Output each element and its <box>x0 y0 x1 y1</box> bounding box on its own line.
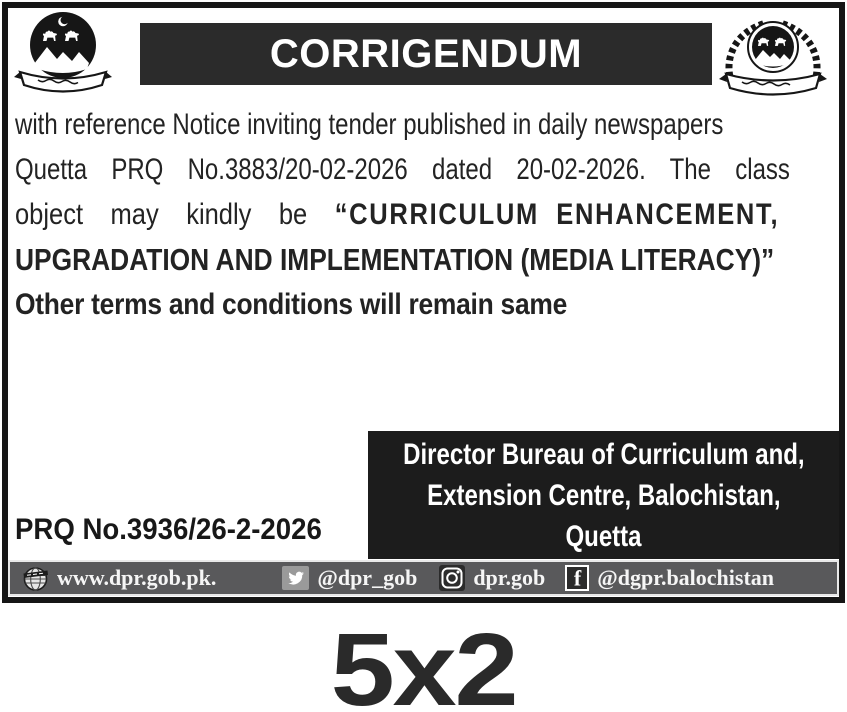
instagram-handle: dpr.gob <box>473 565 546 590</box>
body-line-3-bold: “CURRICULUM ENHANCEMENT, <box>334 198 780 231</box>
twitter-handle: @dpr_gob <box>317 565 418 590</box>
corrigendum-ad <box>2 2 845 603</box>
signature-line-3: Quetta <box>565 519 642 553</box>
signature-line-2: Extension Centre, Balochistan, <box>426 478 781 512</box>
facebook-handle: @dgpr.balochistan <box>597 565 775 590</box>
body-line-2: Quetta PRQ No.3883/20-02-2026 dated 20-02-2026. The class <box>15 153 790 186</box>
balochistan-government-emblem-icon <box>12 8 114 100</box>
body-line-5: Other terms and conditions will remain same <box>15 288 568 321</box>
body-line-3 <box>15 192 780 237</box>
ad-title: CORRIGENDUM <box>269 31 583 76</box>
twitter-bird-icon <box>282 566 309 590</box>
twitter-group <box>282 565 417 591</box>
notice-body <box>15 102 835 327</box>
signature-line-1: Director Bureau of Curriculum and, <box>402 437 805 471</box>
website-url: www.dpr.gob.pk. <box>57 565 217 590</box>
body-line-1: with reference Notice inviting tender published in daily newspapers <box>15 108 724 141</box>
footer-contact-strip <box>8 560 839 596</box>
facebook-group <box>565 565 774 591</box>
dgpr-balochistan-emblem-icon <box>708 12 838 104</box>
prq-number: PRQ No.3936/26-2-2026 <box>15 513 322 546</box>
body-line-3-normal: object may kindly be <box>15 198 335 231</box>
instagram-icon <box>439 565 465 591</box>
title-bar <box>140 23 712 85</box>
instagram-group <box>439 565 545 591</box>
globe-icon <box>22 565 49 592</box>
body-line-4: UPGRADATION AND IMPLEMENTATION (MEDIA LITERACY)” <box>15 242 775 277</box>
svg-text:f: f <box>574 565 582 591</box>
facebook-icon <box>565 565 589 591</box>
ad-size-label: 5x2 <box>330 612 517 712</box>
signature-block <box>368 431 839 559</box>
website-group <box>22 565 216 592</box>
